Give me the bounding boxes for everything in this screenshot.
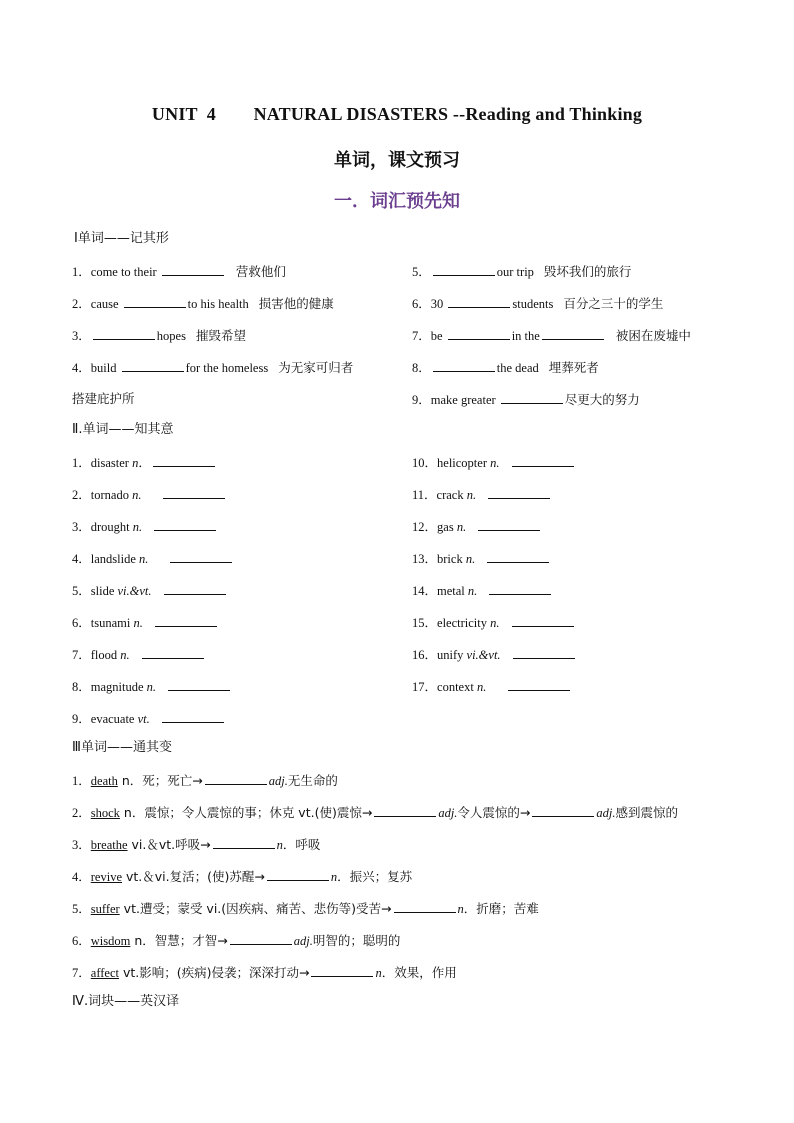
blank[interactable] xyxy=(142,646,204,659)
blank[interactable] xyxy=(489,582,551,595)
part3-item-7: 7．affect vt.影响；(疾病)侵袭；深深打动→ n．效果，作用 xyxy=(72,965,457,980)
blank[interactable] xyxy=(122,359,184,372)
blank[interactable] xyxy=(394,900,456,913)
part1-item-4-wrap: 搭建庇护所 xyxy=(72,392,135,406)
blank[interactable] xyxy=(478,518,540,531)
part1-item-6: 6．30 students 百分之三十的学生 xyxy=(412,296,664,311)
part1-heading: Ⅰ单词——记其形 xyxy=(74,231,169,246)
part2-item-11: 11．crack n. xyxy=(412,486,552,503)
blank[interactable] xyxy=(501,391,563,404)
part3-item-3: 3．breathe vi.＆vt.呼吸→ n．呼吸 xyxy=(72,837,321,852)
blank[interactable] xyxy=(154,518,216,531)
blank[interactable] xyxy=(512,454,574,467)
blank[interactable] xyxy=(487,550,549,563)
part2-heading: Ⅱ.单词——知其意 xyxy=(72,422,174,437)
blank[interactable] xyxy=(230,932,292,945)
blank[interactable] xyxy=(433,263,495,276)
blank[interactable] xyxy=(153,454,215,467)
part1-item-7: 7．be in the 被困在废墟中 xyxy=(412,328,691,343)
section-heading: 一．词汇预先知 xyxy=(334,191,460,212)
blank[interactable] xyxy=(93,327,155,340)
part3-item-6: 6．wisdom n．智慧；才智→ adj.明智的；聪明的 xyxy=(72,933,401,948)
part2-item-4: 4．landslide n. xyxy=(72,550,234,567)
blank[interactable] xyxy=(162,710,224,723)
part3-item-2: 2．shock n．震惊；令人震惊的事；休克 vt.(使)震惊→ adj.令人震惊的→ adj.感到震惊的 xyxy=(72,805,679,820)
part2-item-13: 13．brick n. xyxy=(412,550,551,567)
part1-item-8: 8． the dead 埋葬死者 xyxy=(412,360,599,375)
part3-item-1: 1．death n．死；死亡→ adj.无生命的 xyxy=(72,773,338,788)
blank[interactable] xyxy=(513,646,575,659)
part1-item-4: 4．build for the homeless 为无家可归者 xyxy=(72,360,354,375)
part1-item-9: 9．make greater 尽更大的努力 xyxy=(412,392,640,407)
blank[interactable] xyxy=(488,486,550,499)
page-subtitle: 单词，课文预习 xyxy=(334,150,460,171)
part2-item-12: 12．gas n. xyxy=(412,518,542,535)
blank[interactable] xyxy=(163,486,225,499)
blank[interactable] xyxy=(213,836,275,849)
part2-item-6: 6．tsunami n. xyxy=(72,614,219,631)
blank[interactable] xyxy=(155,614,217,627)
part2-item-16: 16．unify vi.&vt. xyxy=(412,646,577,663)
blank[interactable] xyxy=(508,678,570,691)
blank[interactable] xyxy=(170,550,232,563)
part1-item-5: 5． our trip 毁坏我们的旅行 xyxy=(412,264,632,279)
page-title: UNIT 4 NATURAL DISASTERS --Reading and Thinking xyxy=(151,104,643,124)
blank[interactable] xyxy=(433,359,495,372)
part2-item-3: 3．drought n. xyxy=(72,518,218,535)
blank[interactable] xyxy=(448,327,510,340)
blank[interactable] xyxy=(267,868,329,881)
blank[interactable] xyxy=(168,678,230,691)
blank[interactable] xyxy=(542,327,604,340)
part1-item-2: 2．cause to his health 损害他的健康 xyxy=(72,296,334,311)
part2-item-2: 2．tornado n. xyxy=(72,486,227,503)
part1-item-3: 3． hopes 摧毁希望 xyxy=(72,328,246,343)
part3-item-5: 5．suffer vt.遭受；蒙受 vi.(因疾病、痛苦、悲伤等)受苦→ n．折磨；苦难 xyxy=(72,901,539,916)
part2-item-9: 9．evacuate vt. xyxy=(72,710,226,727)
blank[interactable] xyxy=(374,804,436,817)
blank[interactable] xyxy=(205,772,267,785)
part4-heading: Ⅳ.词块——英汉译 xyxy=(72,994,180,1009)
part2-item-15: 15．electricity n. xyxy=(412,614,576,631)
blank[interactable] xyxy=(164,582,226,595)
part3-item-4: 4．revive vt.＆vi.复活；(使)苏醒→ n．振兴；复苏 xyxy=(72,869,413,884)
blank[interactable] xyxy=(124,295,186,308)
part2-item-8: 8．magnitude n. xyxy=(72,678,232,695)
part2-item-10: 10．helicopter n. xyxy=(412,454,576,471)
part3-heading: Ⅲ单词——通其变 xyxy=(72,740,172,755)
part1-item-1: 1．come to their 营救他们 xyxy=(72,264,286,279)
part2-item-14: 14．metal n. xyxy=(412,582,553,599)
part2-item-7: 7．flood n. xyxy=(72,646,206,663)
part2-item-5: 5．slide vi.&vt. xyxy=(72,582,228,599)
blank[interactable] xyxy=(311,964,373,977)
blank[interactable] xyxy=(162,263,224,276)
part2-item-1: 1．disaster n． xyxy=(72,454,217,471)
blank[interactable] xyxy=(532,804,594,817)
blank[interactable] xyxy=(448,295,510,308)
part2-item-17: 17．context n. xyxy=(412,678,572,695)
blank[interactable] xyxy=(512,614,574,627)
